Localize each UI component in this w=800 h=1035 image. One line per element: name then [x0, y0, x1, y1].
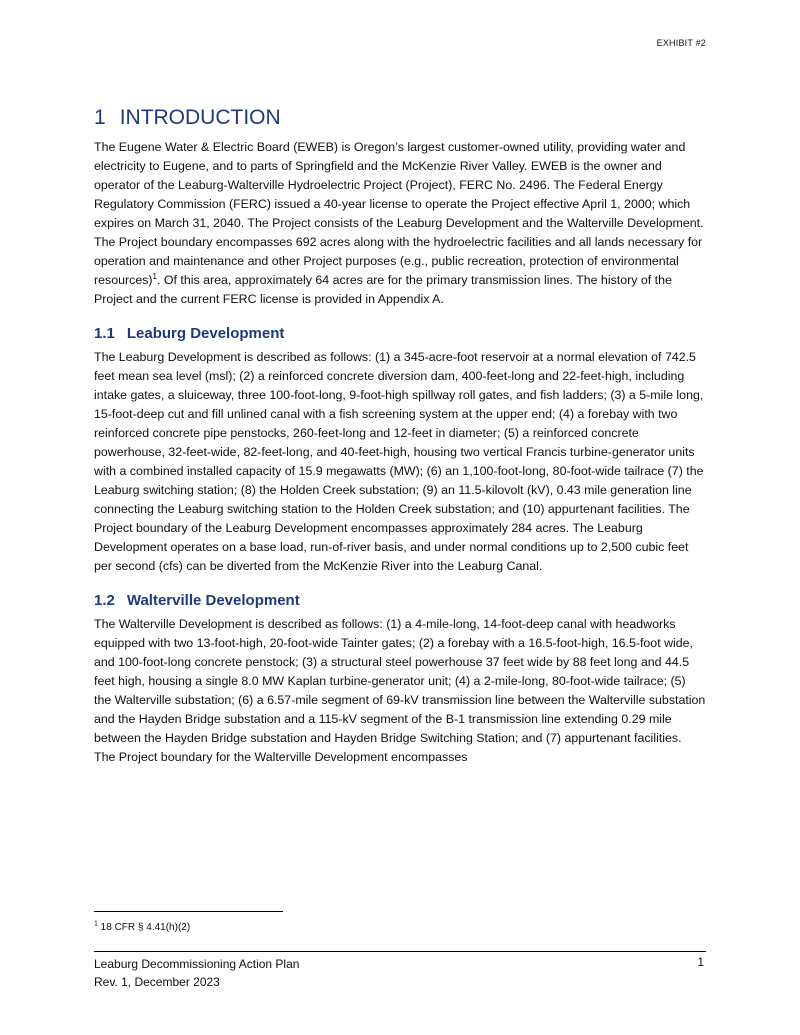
- footer-divider: [94, 951, 706, 952]
- footer-revision: Rev. 1, December 2023: [94, 975, 220, 989]
- footer: [94, 955, 299, 991]
- section-title: INTRODUCTION: [119, 106, 281, 129]
- intro-text-part-2: . Of this area, approximately 64 acres are for the primary transmission lines. The history of the Project and the current FERC license is provided in Appendix A.: [94, 273, 672, 306]
- footnote-marker: 1: [94, 920, 98, 928]
- section-title: Leaburg Development: [126, 325, 285, 342]
- section-number: 1: [94, 106, 106, 129]
- footnote-divider: [94, 911, 283, 912]
- footer-title: Leaburg Decommissioning Action Plan: [94, 957, 300, 971]
- document-body: [94, 106, 706, 767]
- footnote: [94, 922, 190, 933]
- section-title: Walterville Development: [126, 592, 300, 609]
- section-1-1-heading: [94, 325, 706, 342]
- exhibit-label: EXHIBIT #2: [656, 38, 706, 48]
- section-1-heading: [94, 106, 706, 130]
- section-number: 1.2: [94, 592, 115, 609]
- intro-text-part-1: The Eugene Water & Electric Board (EWEB) is Oregon’s largest customer-owned utility, providing water and electricity to Eugene, and to parts of Springfield and the McKenzie River Valley. EWEB is the owner and operator of the Leaburg-Walterville Hydroelectric Project (Project), FERC No. 2496. The Federal Energy Regulatory Commission (FERC) issued a 40-year license to operate the Project effective April 1, 2000; which expires on March 31, 2040. The Project consists of the Leaburg Development and the Walterville Development. The Project boundary encompasses 692 acres along with the hydroelectric facilities and all lands necessary for operation and maintenance and other Project purposes (e.g., public recreation, protection of environmental resources): [94, 140, 704, 287]
- section-number: 1.1: [94, 325, 115, 342]
- walterville-paragraph: The Walterville Development is described as follows: (1) a 4-mile-long, 14-foot-deep canal with headworks equipped with two 13-foot-high, 20-foot-wide Tainter gates; (2) a forebay with a 16.5-foot-high, 16.5-foot wide, and 100-foot-long concrete penstock; (3) a structural steel powerhouse 37 feet wide by 88 feet long and 44.5 feet high, housing a single 8.0 MW Kaplan turbine-generator unit; (4) a 2-mile-long, 80-foot-wide tailrace; (5) the Walterville substation; (6) a 6.57-mile segment of 69-kV transmission line between the Walterville substation and the Hayden Bridge substation and a 115-kV segment of the B-1 transmission line extending 0.29 mile between the Hayden Bridge substation and Hayden Bridge Switching Station; and (7) appurtenant facilities. The Project boundary for the Walterville Development encompasses: [94, 617, 706, 764]
- leaburg-paragraph: The Leaburg Development is described as follows: (1) a 345-acre-foot reservoir at a normal elevation of 742.5 feet mean sea level (msl); (2) a reinforced concrete diversion dam, 400-feet-long and 22-feet-high, including intake gates, a sluiceway, three 100-foot-long, 9-foot-high spillway roll gates, and fish ladders; (3) a 5-mile long, 15-foot-deep cut and fill unlined canal with a fish screening system at the upper end; (4) a forebay with two reinforced concrete pipe penstocks, 260-feet-long and 12-feet in diameter; (5) a reinforced concrete powerhouse, 32-feet-wide, 82-feet-long, and 40-feet-high, housing two vertical Francis turbine-generator units with a combined installed capacity of 15.9 megawatts (MW); (6) an 1,100-foot-long, 80-foot-wide tailrace (7) the Leaburg switching station; (8) the Holden Creek substation; (9) an 11.5-kilovolt (kV), 0.43 mile generation line connecting the Leaburg switching station to the Holden Creek substation; and (10) appurtenant facilities. The Project boundary of the Leaburg Development encompasses approximately 284 acres. The Leaburg Development operates on a base load, run-of-river basis, and under normal conditions up to 2,500 cubic feet per second (cfs) can be diverted from the McKenzie River into the Leaburg Canal.: [94, 350, 704, 573]
- section-1-2-heading: [94, 592, 706, 609]
- footnote-text: 18 CFR § 4.41(h)(2): [97, 922, 191, 933]
- footnote-reference: 1: [152, 271, 157, 281]
- page-number: 1: [697, 955, 704, 969]
- introduction-paragraph: [94, 138, 706, 309]
